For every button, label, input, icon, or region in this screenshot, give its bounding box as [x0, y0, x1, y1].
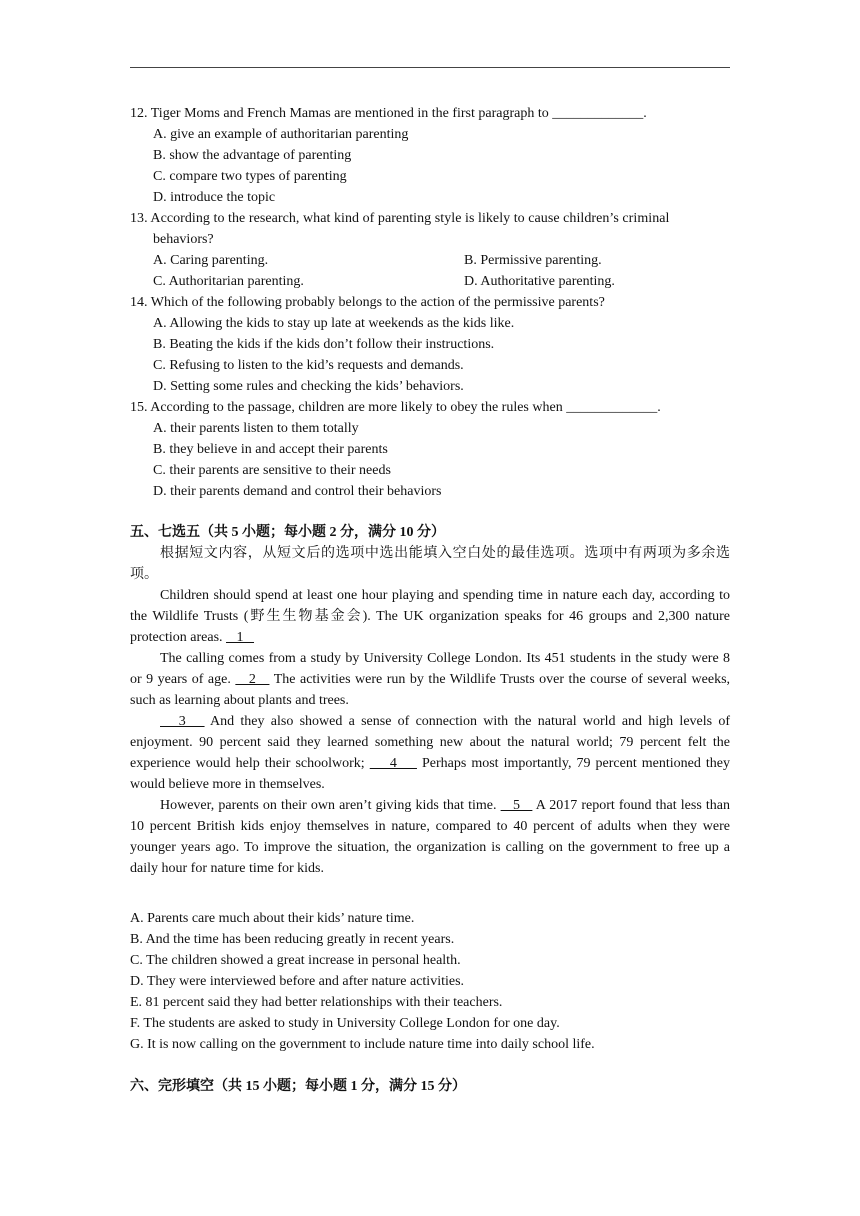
choice-f: F. The students are asked to study in University College London for one day. — [130, 1016, 560, 1031]
blank-4: 4 — [369, 756, 417, 771]
passage-text: Perhaps most importantly, 79 percent mentioned they would believe more in themselves. — [130, 756, 731, 792]
choice-c: C. The children showed a great increase in personal health. — [130, 953, 461, 968]
header-rule — [130, 67, 730, 68]
passage-text: The calling comes from a study by University College London. Its 451 students in the study were 8 or 9 years of age. — [130, 651, 730, 687]
blank-2: 2 — [235, 672, 270, 687]
choice-a: A. Parents care much about their kids’ nature time. — [130, 911, 415, 926]
passage-text: However, parents on their own aren’t giving kids that time. — [160, 798, 497, 813]
option: B. Permissive parenting. — [464, 253, 602, 268]
passage-text: A 2017 report found that less than 10 percent British kids enjoy themselves in nature, compared to 40 percent of adults when they were younger years ago. To improve the situation, the organization is calling on the government to free up a daily hour for nature time for kids. — [130, 798, 731, 876]
question-15 — [130, 397, 730, 502]
choice-d: D. They were interviewed before and after nature activities. — [130, 974, 465, 989]
option: D. their parents demand and control their behaviors — [153, 484, 442, 499]
section-heading: 六、完形填空（共 15 小题；每小题 1 分，满分 15 分） — [130, 1079, 466, 1094]
passage-paragraph — [130, 648, 730, 711]
option-row — [130, 271, 730, 292]
passage-text: The activities were run by the Wildlife Trusts over the course of several weeks, such as learning about plants and trees. — [130, 672, 731, 708]
option: A. give an example of authoritarian parenting — [153, 127, 409, 142]
passage-paragraph — [130, 711, 730, 795]
question-stem: 15. According to the passage, children are more likely to obey the rules when _____________. — [130, 400, 661, 415]
answer-choices — [130, 908, 730, 1055]
question-stem: 12. Tiger Moms and French Mamas are mentioned in the first paragraph to _____________. — [130, 106, 647, 121]
choice-e: E. 81 percent said they had better relationships with their teachers. — [130, 995, 503, 1010]
question-stem: 13. According to the research, what kind of parenting style is likely to cause children’s criminal — [130, 211, 670, 226]
choice-g: G. It is now calling on the government to include nature time into daily school life. — [130, 1037, 595, 1052]
passage-paragraph — [130, 585, 730, 648]
option: D. introduce the topic — [153, 190, 276, 205]
question-stem: 14. Which of the following probably belongs to the action of the permissive parents? — [130, 295, 605, 310]
option: B. they believe in and accept their parents — [153, 442, 388, 457]
blank-1: 1 — [226, 630, 255, 645]
section-five — [130, 522, 730, 879]
option: B. show the advantage of parenting — [153, 148, 352, 163]
passage-paragraph — [130, 795, 730, 879]
question-stem-cont: behaviors? — [153, 232, 214, 247]
option: C. compare two types of parenting — [153, 169, 347, 184]
question-12 — [130, 103, 730, 208]
section-six — [130, 1076, 730, 1097]
option: A. their parents listen to them totally — [153, 421, 359, 436]
option: D. Setting some rules and checking the kids’ behaviors. — [153, 379, 464, 394]
option: C. Authoritarian parenting. — [153, 274, 304, 289]
option: A. Allowing the kids to stay up late at weekends as the kids like. — [153, 316, 515, 331]
option: A. Caring parenting. — [153, 253, 269, 268]
option: C. their parents are sensitive to their needs — [153, 463, 391, 478]
passage-text: Children should spend at least one hour playing and spending time in nature each day, according to the Wildlife Trusts (野生生物基金会). The UK organization speaks for 46 groups and 2,300 nature protection areas. — [130, 588, 730, 645]
option: D. Authoritative parenting. — [464, 274, 615, 289]
blank-5: 5 — [500, 798, 533, 813]
option: B. Beating the kids if the kids don’t follow their instructions. — [153, 337, 495, 352]
blank-3: 3 — [160, 714, 205, 729]
question-14 — [130, 292, 730, 397]
question-13 — [130, 208, 730, 292]
option-row — [130, 250, 730, 271]
reading-questions — [130, 103, 730, 502]
option: C. Refusing to listen to the kid’s requests and demands. — [153, 358, 464, 373]
choice-b: B. And the time has been reducing greatly in recent years. — [130, 932, 455, 947]
passage-text: And they also showed a sense of connection with the natural world and high levels of enjoyment. 90 percent said they learned something new about the natural world; 79 percent felt the experience would help their schoolwork; — [130, 714, 731, 771]
section-heading: 五、七选五（共 5 小题；每小题 2 分，满分 10 分） — [130, 525, 445, 540]
instruction: 根据短文内容，从短文后的选项中选出能填入空白处的最佳选项。选项中有两项为多余选项。 — [130, 546, 730, 582]
